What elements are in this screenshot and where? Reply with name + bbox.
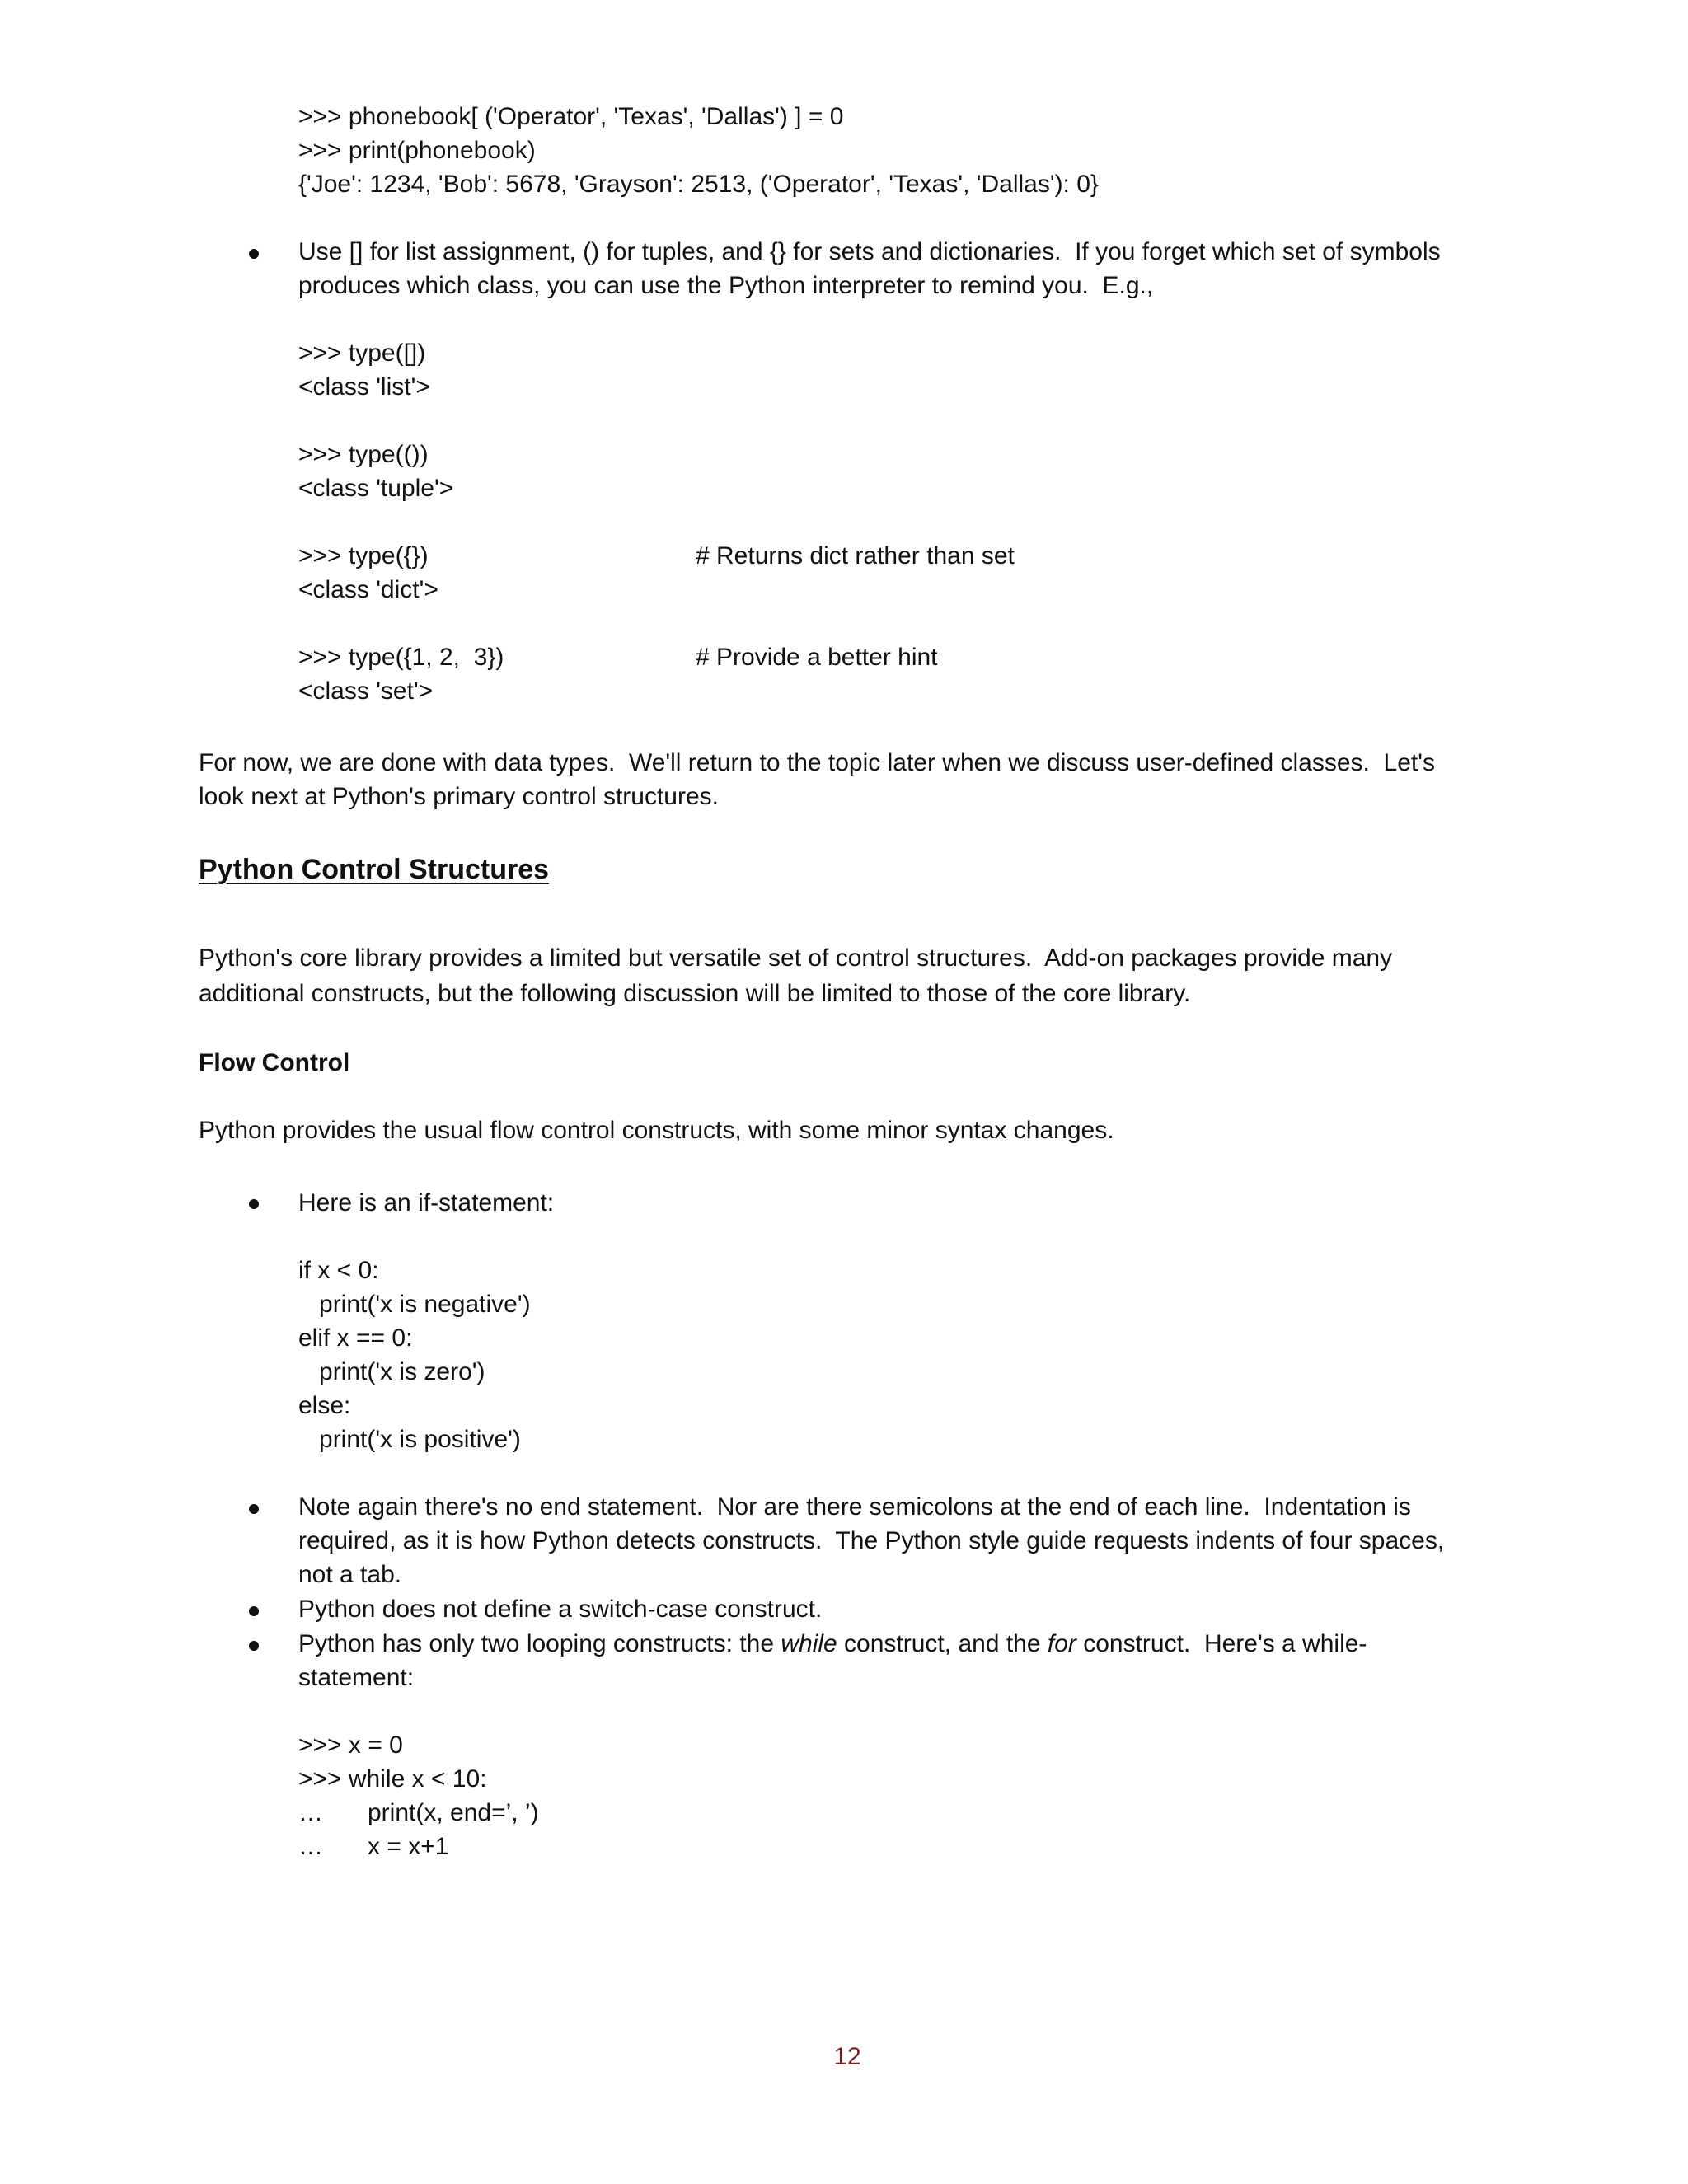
code-line: >>> print(phonebook)	[298, 137, 536, 164]
code-line: print('x is positive')	[298, 1426, 521, 1453]
text-run: construct, and the	[837, 1630, 1048, 1657]
code-continuation: …	[298, 1833, 323, 1860]
paragraph-line: Python does not define a switch-case construct.	[298, 1596, 823, 1623]
emphasis-for: for	[1047, 1630, 1076, 1657]
paragraph-line: look next at Python's primary control structures.	[199, 783, 719, 810]
paragraph-line: not a tab.	[298, 1561, 402, 1588]
code-line: if x < 0:	[298, 1257, 379, 1284]
paragraph-line: For now, we are done with data types. We'll return to the topic later when we discuss user-defined classes. Let's	[199, 749, 1435, 776]
code-line: print(x, end=’, ’)	[368, 1799, 539, 1826]
code-comment: # Provide a better hint	[696, 644, 938, 671]
page-number: 12	[833, 2043, 861, 2070]
code-output: <class 'dict'>	[298, 576, 438, 603]
paragraph-line: statement:	[298, 1664, 415, 1691]
paragraph-line: Python provides the usual flow control constructs, with some minor syntax changes.	[199, 1117, 1114, 1144]
paragraph-line: required, as it is how Python detects constructs. The Python style guide requests indents of four spaces,	[298, 1527, 1445, 1554]
code-line: x = x+1	[368, 1833, 449, 1860]
paragraph-line: additional constructs, but the following discussion will be limited to those of the core library.	[199, 980, 1191, 1007]
code-line: elif x == 0:	[298, 1324, 413, 1352]
paragraph-line: produces which class, you can use the Python interpreter to remind you. E.g.,	[298, 272, 1154, 299]
code-comment: # Returns dict rather than set	[696, 542, 1015, 569]
code-output: <class 'tuple'>	[298, 475, 454, 502]
paragraph-line	[298, 1628, 1367, 1661]
bullet-icon	[249, 249, 259, 259]
paragraph-line: Here is an if-statement:	[298, 1189, 555, 1216]
code-line: print('x is negative')	[298, 1291, 531, 1318]
code-line: {'Joe': 1234, 'Bob': 5678, 'Grayson': 2513, ('Operator', 'Texas', 'Dallas'): 0}	[298, 171, 1099, 198]
text-run: Python has only two looping constructs: the	[298, 1630, 781, 1657]
code-line: print('x is zero')	[298, 1358, 485, 1385]
bullet-icon	[249, 1504, 259, 1514]
code-line: >>> phonebook[ ('Operator', 'Texas', 'Dallas') ] = 0	[298, 103, 844, 130]
section-heading: Python Control Structures	[199, 854, 550, 885]
bullet-icon	[249, 1606, 259, 1616]
code-line: >>> type([])	[298, 340, 426, 367]
paragraph-line: Python's core library provides a limited but versatile set of control structures. Add-on packages provide many	[199, 944, 1393, 972]
bullet-icon	[249, 1199, 259, 1209]
code-line: >>> type({1, 2, 3})	[298, 644, 504, 671]
subheading: Flow Control	[199, 1049, 350, 1076]
text-run: construct. Here's a while-	[1076, 1630, 1367, 1657]
code-line: else:	[298, 1392, 351, 1419]
code-line: >>> type({})	[298, 542, 429, 569]
paragraph-line: Note again there's no end statement. Nor are there semicolons at the end of each line. Indentation is	[298, 1493, 1411, 1521]
code-output: <class 'list'>	[298, 373, 430, 401]
bullet-icon	[249, 1641, 259, 1651]
code-continuation: …	[298, 1799, 323, 1826]
code-output: <class 'set'>	[298, 677, 434, 705]
code-line: >>> type(())	[298, 441, 429, 468]
code-line: >>> while x < 10:	[298, 1765, 487, 1793]
code-line: >>> x = 0	[298, 1732, 403, 1759]
emphasis-while: while	[781, 1630, 837, 1657]
paragraph-line: Use [] for list assignment, () for tuples, and {} for sets and dictionaries. If you forget which set of symbols	[298, 238, 1441, 265]
